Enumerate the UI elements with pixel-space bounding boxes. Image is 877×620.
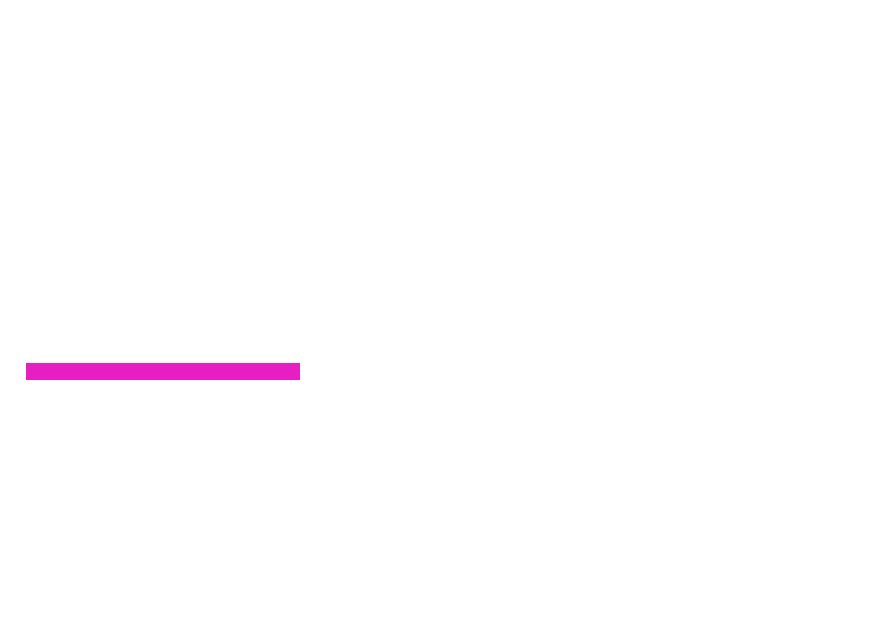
demands-banner: [26, 363, 300, 380]
right-page: [438, 0, 877, 620]
qr-code[interactable]: [298, 492, 392, 586]
left-page: [0, 0, 438, 620]
